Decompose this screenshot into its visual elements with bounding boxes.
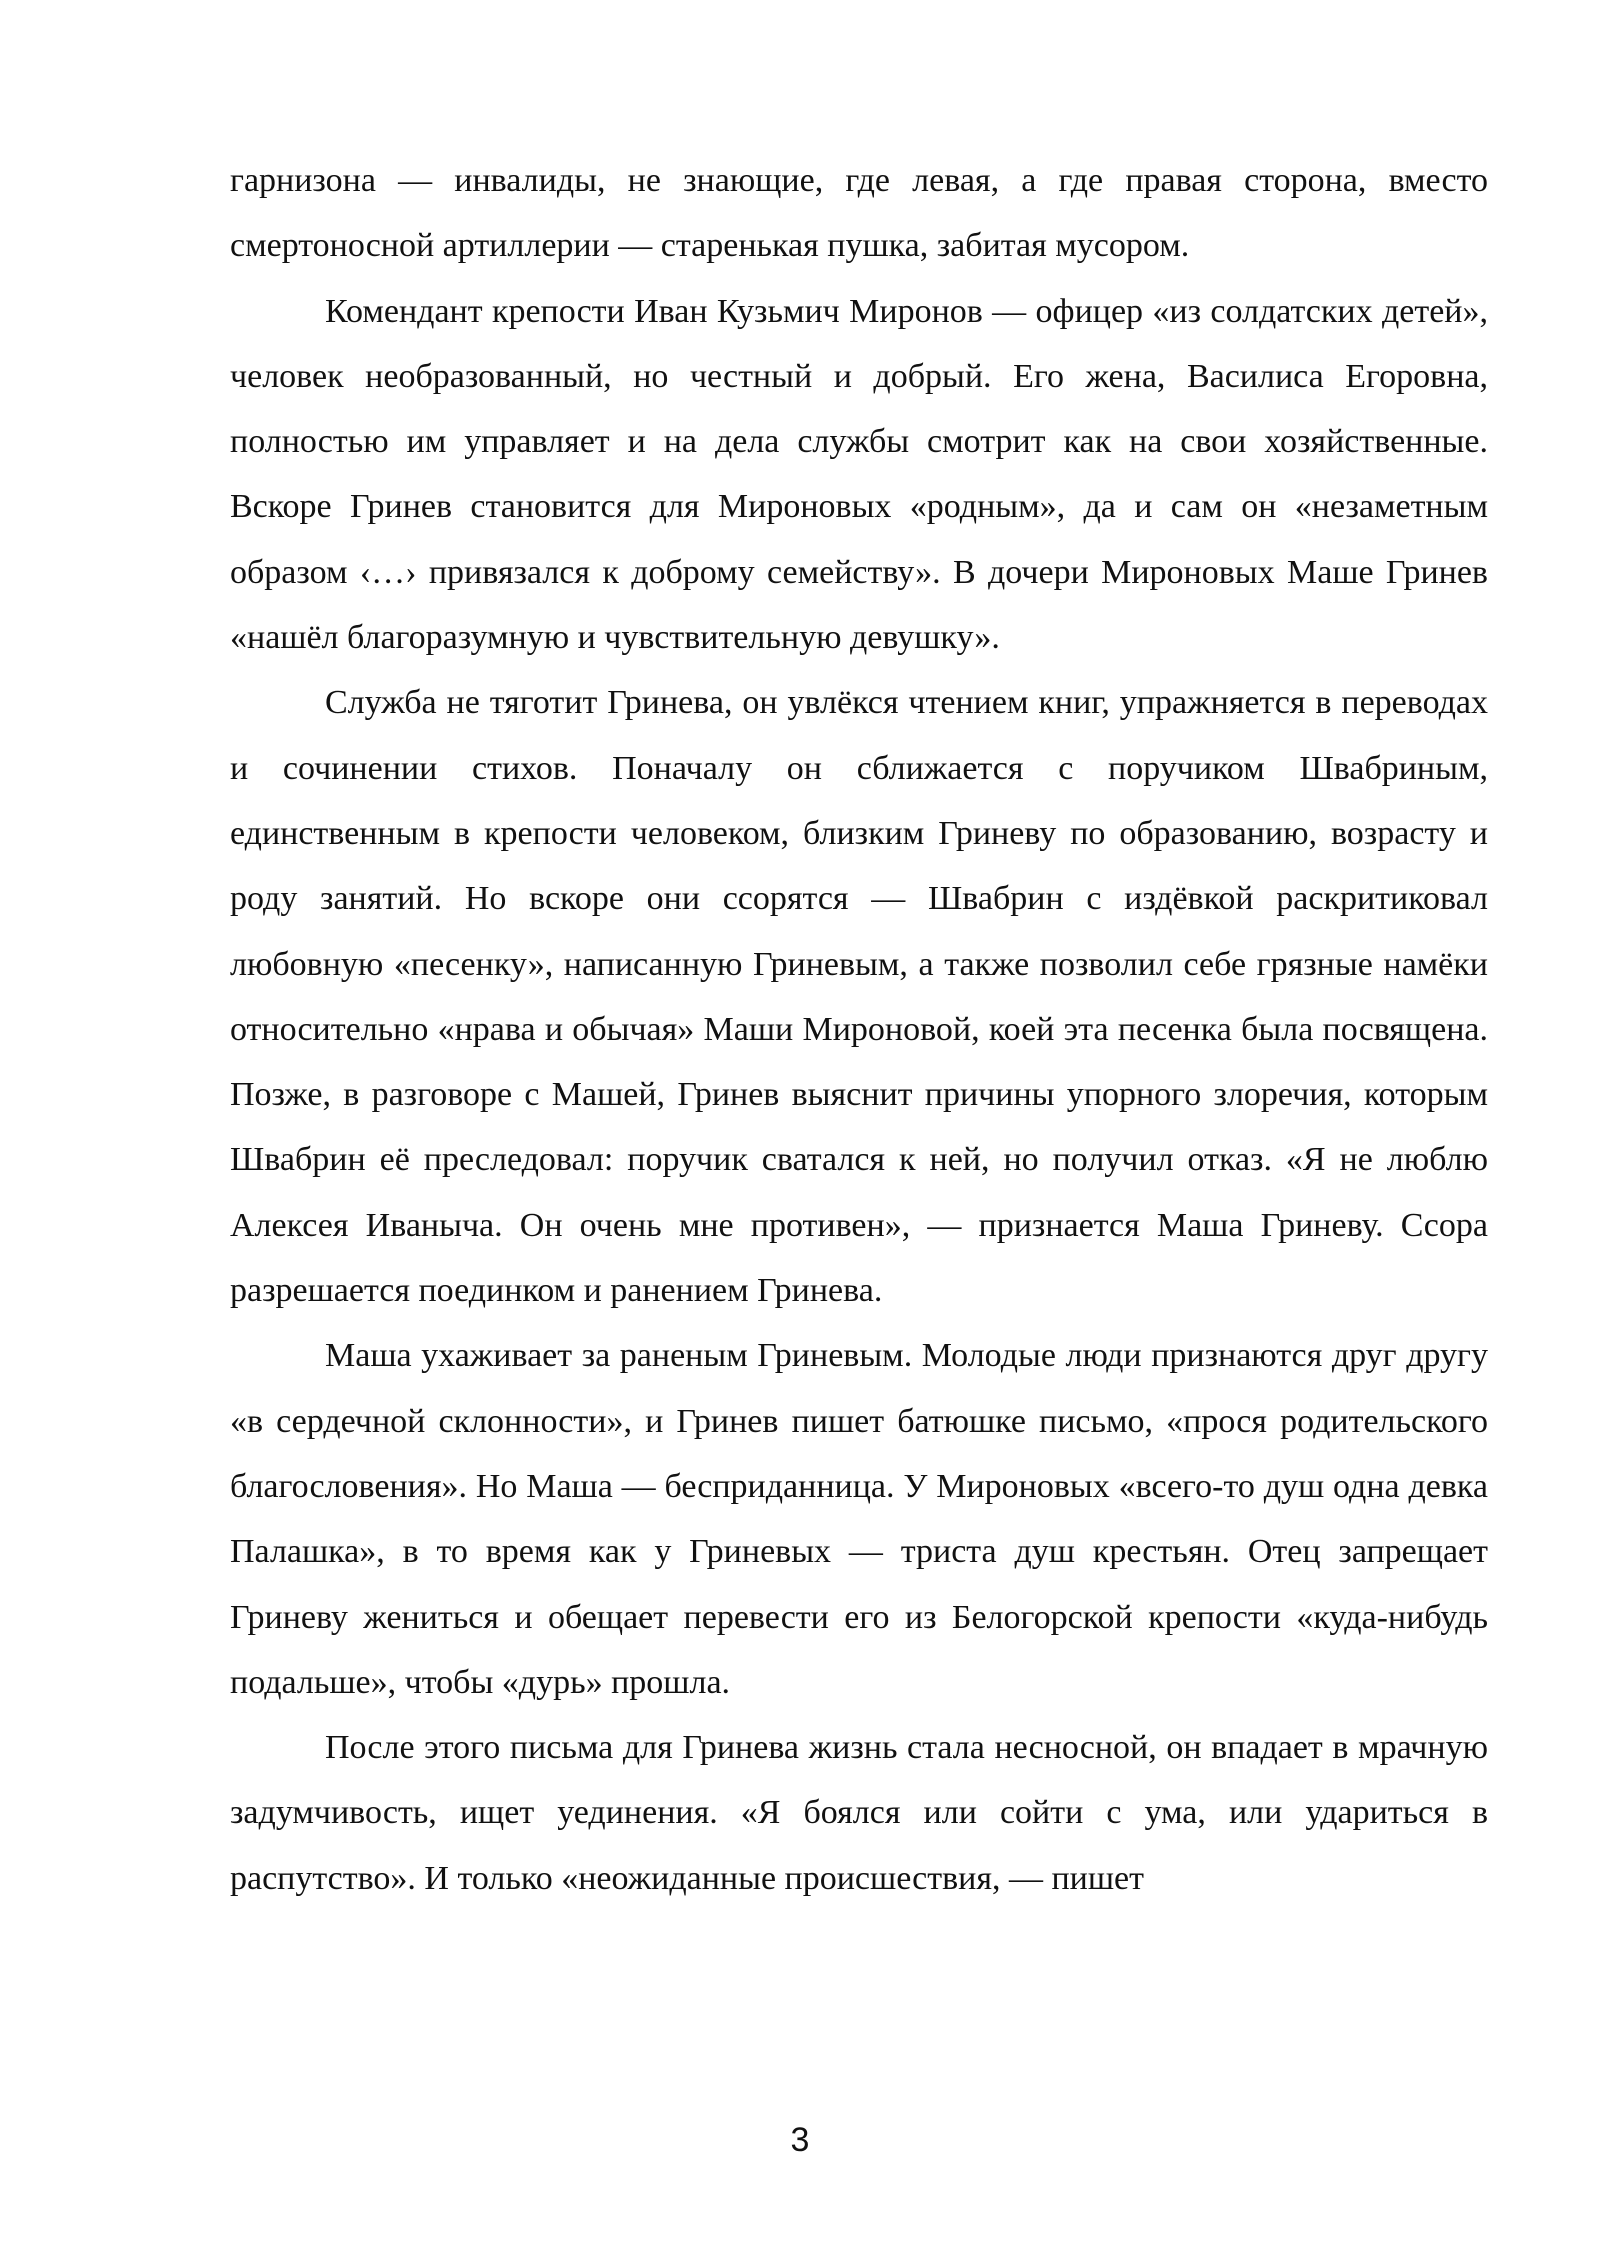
text-body xyxy=(230,148,1488,1911)
paragraph-2: Комендант крепости Иван Кузьмич Миронов — офицер «из солдатских детей», человек необразованный, но честный и добрый. Его жена, Василиса Егоровна, полностью им управляет и на дела службы смотрит как на свои хозяйственные. Вскоре Гринев становится для Мироновых «родным», да и сам он «незаметным образом ‹…› привязался к доброму семейству». В дочери Мироновых Маше Гринев «нашёл благоразумную и чувствительную девушку». xyxy=(230,292,1488,657)
page-number: 3 xyxy=(790,2121,810,2159)
paragraph-5: После этого письма для Гринева жизнь стала несносной, он впадает в мрачную задумчивость, ищет уединения. «Я боялся или сойти с ума, или удариться в распутство». И только «неожиданные происшествия, — пишет xyxy=(230,1729,1488,1897)
paragraph-1: гарнизона — инвалиды, не знающие, где левая, а где правая сторона, вместо смертоносной артиллерии — старенькая пушка, забитая мусором. xyxy=(230,162,1488,265)
paragraph-3: Служба не тяготит Гринева, он увлёкся чтением книг, упражняется в переводах и сочинении стихов. Поначалу он сближается с поручиком Швабриным, единственным в крепости человеком, близким Гриневу по образованию, возрасту и роду занятий. Но вскоре они ссорятся — Швабрин с издёвкой раскритиковал любовную «песенку», написанную Гриневым, а также позволил себе грязные намёки относительно «нрава и обычая» Маши Мироновой, коей эта песенка была посвящена. Позже, в разговоре с Машей, Гринев выяснит причины упорного злоречия, которым Швабрин её преследовал: поручик сватался к ней, но получил отказ. «Я не люблю Алексея Иваныча. Он очень мне противен», — признается Маша Гриневу. Ссора разрешается поединком и ранением Гринева. xyxy=(230,684,1488,1310)
paragraph-4: Маша ухаживает за раненым Гриневым. Молодые люди признаются друг другу «в сердечной склонности», и Гринев пишет батюшке письмо, «прося родительского благословения». Но Маша — бесприданница. У Мироновых «всего-то душ одна девка Палашка», в то время как у Гриневых — триста душ крестьян. Отец запрещает Гриневу жениться и обещает перевести его из Белогорской крепости «куда-нибудь подальше», чтобы «дурь» прошла. xyxy=(230,1337,1488,1701)
